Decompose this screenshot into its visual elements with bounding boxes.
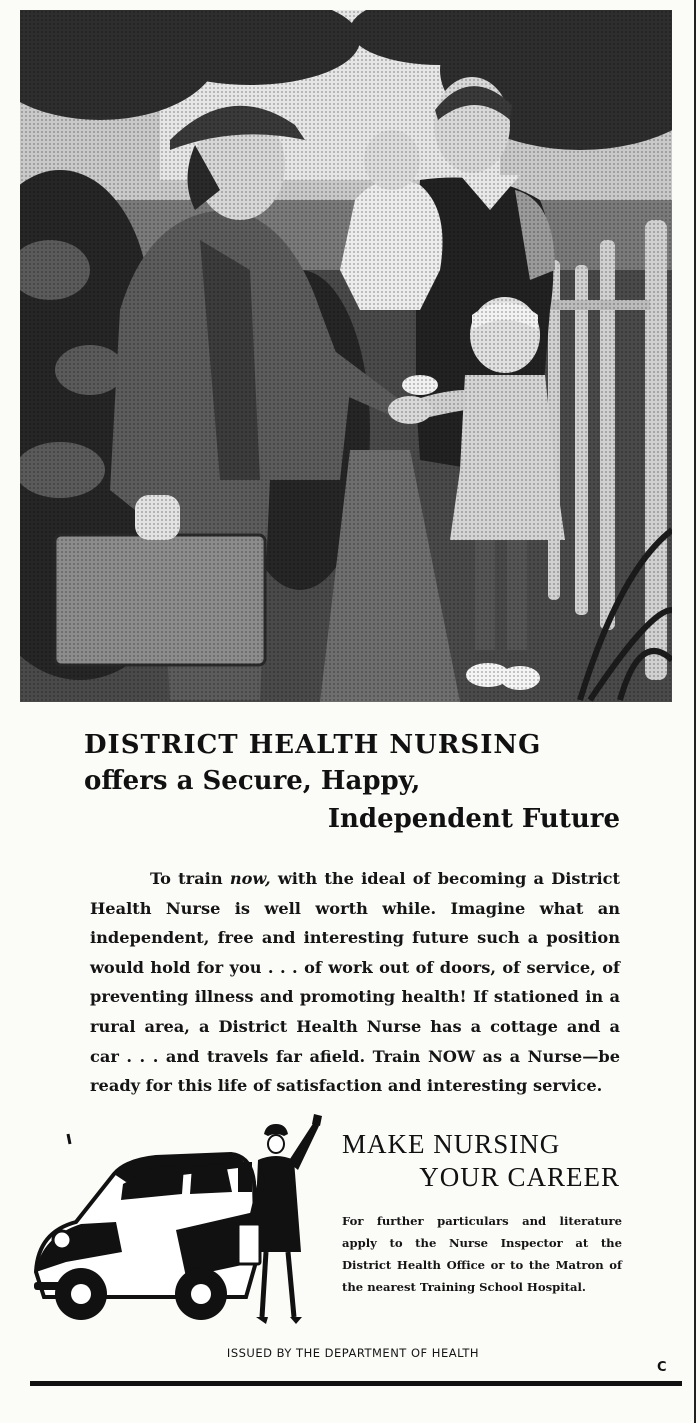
callout-line-1: MAKE NURSING	[342, 1129, 561, 1159]
headline-line-1: DISTRICT HEALTH NURSING	[84, 730, 542, 760]
issuer-line	[0, 1346, 700, 1360]
nurse-visit-photograph	[20, 10, 672, 702]
body-text-start: To train	[150, 869, 230, 888]
body-text-block	[90, 864, 620, 1101]
headline	[84, 728, 624, 838]
contact-details: For further particulars and literature apply to the Nurse Inspector at the District Health Office or to the Matron of the nearest Training School Hospital.	[342, 1214, 622, 1294]
car-and-nurse-illustration	[26, 1112, 346, 1330]
career-callout	[342, 1128, 622, 1194]
waving-nurse-figure	[238, 1114, 322, 1324]
body-paragraph	[90, 864, 620, 1101]
body-emphasis: now,	[229, 869, 271, 888]
ad-code-letter: C	[657, 1360, 667, 1375]
headline-line-3: Independent Future	[327, 804, 620, 834]
callout-line-2: YOUR CAREER	[419, 1162, 620, 1192]
issuer-text: ISSUED BY THE DEPARTMENT OF HEALTH	[226, 1346, 480, 1360]
headline-line-2: offers a Secure, Happy,	[84, 766, 421, 796]
page-edge-line	[694, 0, 696, 1423]
bottom-rule	[30, 1381, 682, 1386]
body-text-rest: with the ideal of becoming a District Health Nurse is well worth while. Imagine what an independent, free and interesting future such a position would hold for you . . . of work out of doors, of service, of preventing illness and promoting health! If stationed in a rural area, a District Health Nurse has a cottage and a car . . . and travels far afield. Train NOW as a Nurse—be ready for this life of satisfaction and interesting service.	[90, 869, 621, 1096]
